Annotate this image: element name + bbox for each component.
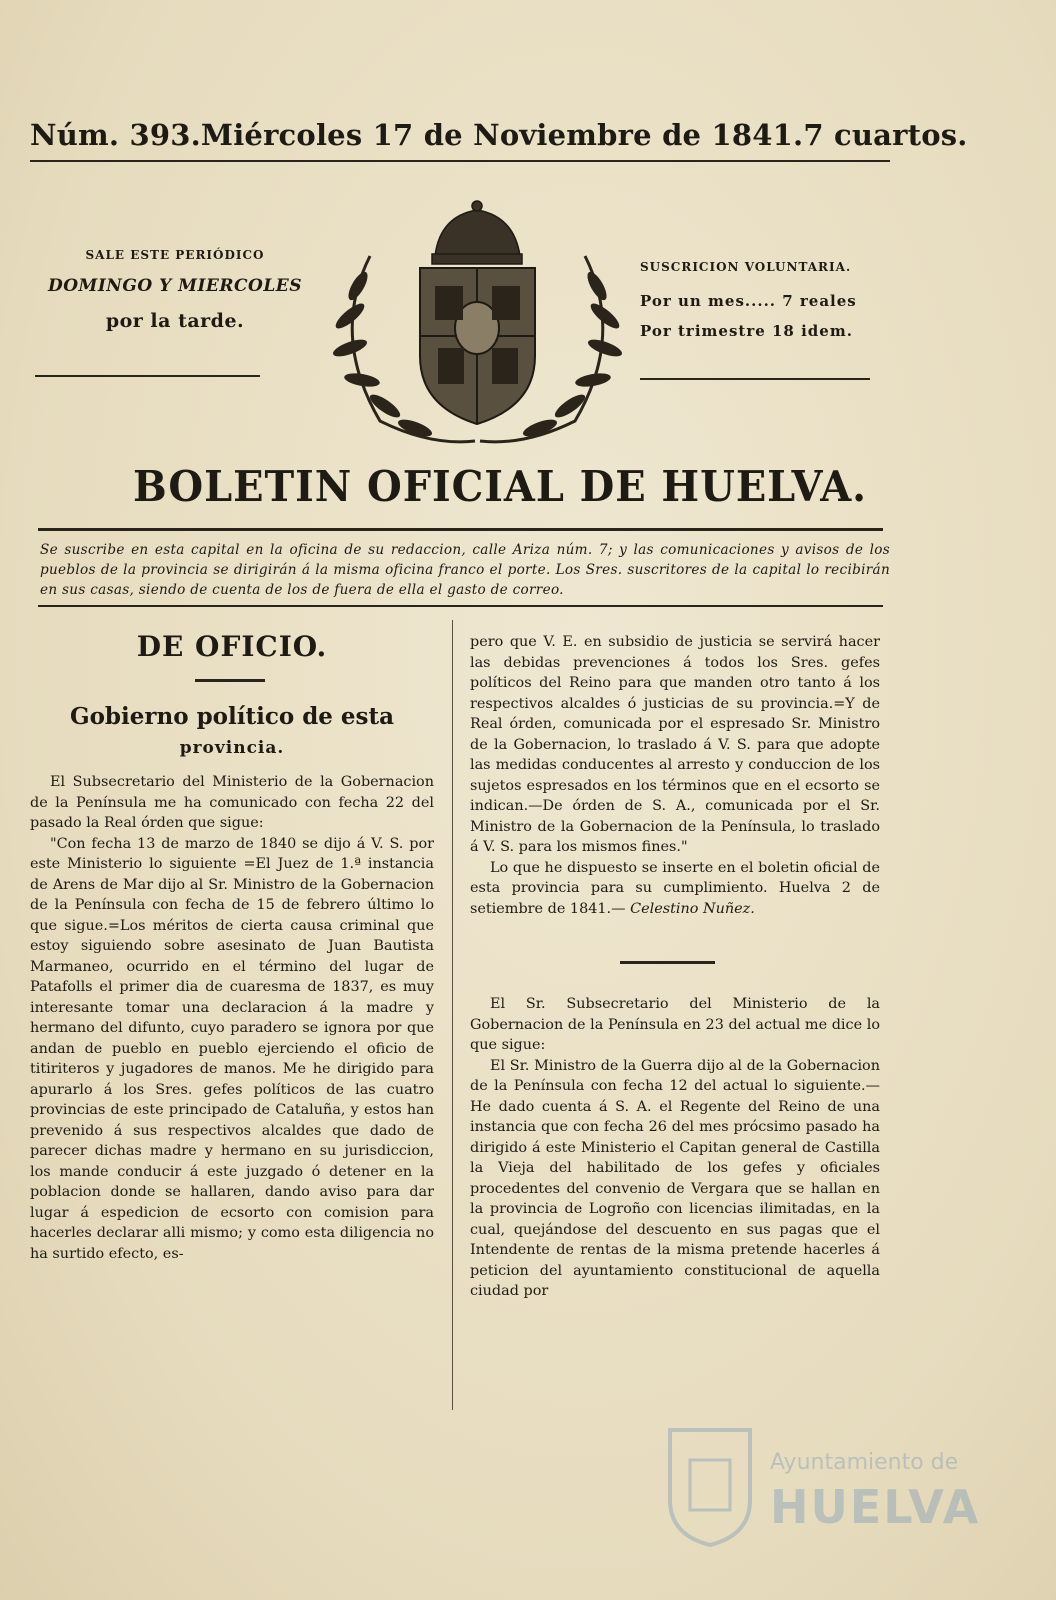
second-article-body [470, 994, 880, 1302]
signature: Celestino Nuñez. [630, 900, 755, 917]
header-rule [30, 160, 890, 162]
left-info-rule [35, 375, 260, 377]
article-body [30, 772, 434, 1264]
right-column [470, 632, 880, 1302]
masthead-rule-bottom [38, 605, 883, 607]
issue-number: Núm. 393. [30, 118, 201, 152]
royal-coat-of-arms-icon [310, 196, 645, 451]
watermark-line-2: HUELVA [770, 1480, 981, 1534]
archive-watermark [640, 1400, 981, 1560]
schedule-label: SALE ESTE PERIÓDICO [85, 248, 265, 262]
article-body-continued [470, 632, 880, 919]
subscription-note: Se suscribe en esta capital en la oficina de su redaccion, calle Ariza núm. 7; y las comunicaciones y avisos de los pueblos de la provincia se dirigirán á la misma oficina franco el porte. Los Sres. suscritores de la capital lo recibirán en sus casas, siendo de cuenta de los de fuera de ella el gasto de correo. [40, 542, 890, 598]
column-divider [452, 620, 453, 1410]
left-column [30, 630, 434, 1264]
schedule-days: DOMINGO Y MIERCOLES [47, 276, 303, 296]
issue-date: Miércoles 17 de Noviembre de 1841. [200, 118, 804, 152]
masthead-rule-top [38, 528, 883, 531]
watermark-line-1: Ayuntamiento de [770, 1450, 959, 1475]
quarterly-price: Por trimestre 18 idem. [640, 322, 853, 340]
article-separator [620, 961, 715, 964]
paragraph: El Subsecretario del Ministerio de la Gobernacion de la Península me ha comunicado con fecha 22 del pasado la Real órden que sigue: [30, 774, 434, 831]
subscription-title: SUSCRICION VOLUNTARIA. [640, 260, 852, 274]
section-rule [195, 679, 265, 682]
article-title: Gobierno político de esta [69, 703, 395, 730]
city-seal-icon [660, 1420, 760, 1550]
newspaper-title: BOLETIN OFICIAL DE HUELVA. [132, 462, 868, 511]
section-title: DE OFICIO. [136, 630, 328, 663]
issue-price: 7 cuartos. [803, 118, 968, 152]
article-subtitle: provincia. [179, 738, 285, 758]
paragraph: "Con fecha 13 de marzo de 1840 se dijo á V. S. por este Ministerio lo siguiente =El Juez de 1.ª instancia de Arens de Mar dijo al Sr. Ministro de la Gobernacion de la Península con fecha de 15 de febrero último lo que sigue.=Los méritos de cierta causa criminal que estoy siguiendo sobre asesinato de Juan Bautista Marmaneo, ocurrido en el término del lugar de Patafolls el primer dia de cuaresma de 1837, es muy interesante tomar una declaracion á la madre y hermano del difunto, cuyo paradero se ignora por que andan de pueblo en pueblo ejerciendo el oficio de titiriteros y jugadores de manos. Me he dirigido para apurarlo á los Sres. gefes políticos de las cuatro provincias de este principado de Cataluña, y estos han prevenido á sus respectivos alcaldes que dado de parecer dichas madre y hermano en su jurisdiccion, los mande conducir á este juzgado ó detener en la poblacion donde se hallaren, dando aviso para dar lugar á espedicion de ecsorto con comision para hacerles declarar alli mismo; y como esta diligencia no ha surtido efecto, es- [30, 835, 434, 1262]
monthly-price: Por un mes..... 7 reales [640, 292, 857, 310]
publication-schedule [35, 248, 315, 332]
subscription-prices [640, 260, 890, 352]
right-info-rule [640, 378, 870, 380]
paragraph-text: Lo que he dispuesto se inserte en el boletin oficial de esta provincia para su cumplimiento. Huelva 2 de setiembre de 1841.— [470, 859, 880, 917]
paragraph: El Sr. Subsecretario del Ministerio de la Gobernacion de la Península en 23 del actual me dice lo que sigue: [470, 996, 880, 1053]
paragraph [470, 858, 880, 920]
paragraph: El Sr. Ministro de la Guerra dijo al de la Gobernacion de la Península con fecha 12 del actual lo siguiente.—He dado cuenta á S. A. el Regente del Reino de una instancia que con fecha 26 del mes prócsimo pasado ha dirigido á este Ministerio el Capitan general de Castilla la Vieja del habilitado de los gefes y oficiales procedentes del convenio de Vergara que se hallan en la provincia de Logroño con licencias ilimitadas, en la cual, quejándose del descuento en sus pagas que el Intendente de rentas de la misma pretende hacerles á peticion del ayuntamiento constitucional de aquella ciudad por [470, 1057, 880, 1299]
schedule-time: por la tarde. [105, 310, 245, 332]
paragraph: pero que V. E. en subsidio de justicia se servirá hacer las debidas prevenciones á todos los Sres. gefes políticos del Reino para que manden otro tanto á los respectivos alcaldes ó justicias de su provincia.=Y de Real órden, comunicada por el espresado Sr. Ministro de la Gobernacion, lo traslado á V. S. para que adopte las medidas conducentes al arresto y conduccion de los sujetos espresados en los términos que en el ecsorto se indican.—De órden de S. A., comunicada por el Sr. Ministro de la Gobernacion de la Península, lo traslado á V. S. para los mismos fines." [470, 634, 880, 855]
